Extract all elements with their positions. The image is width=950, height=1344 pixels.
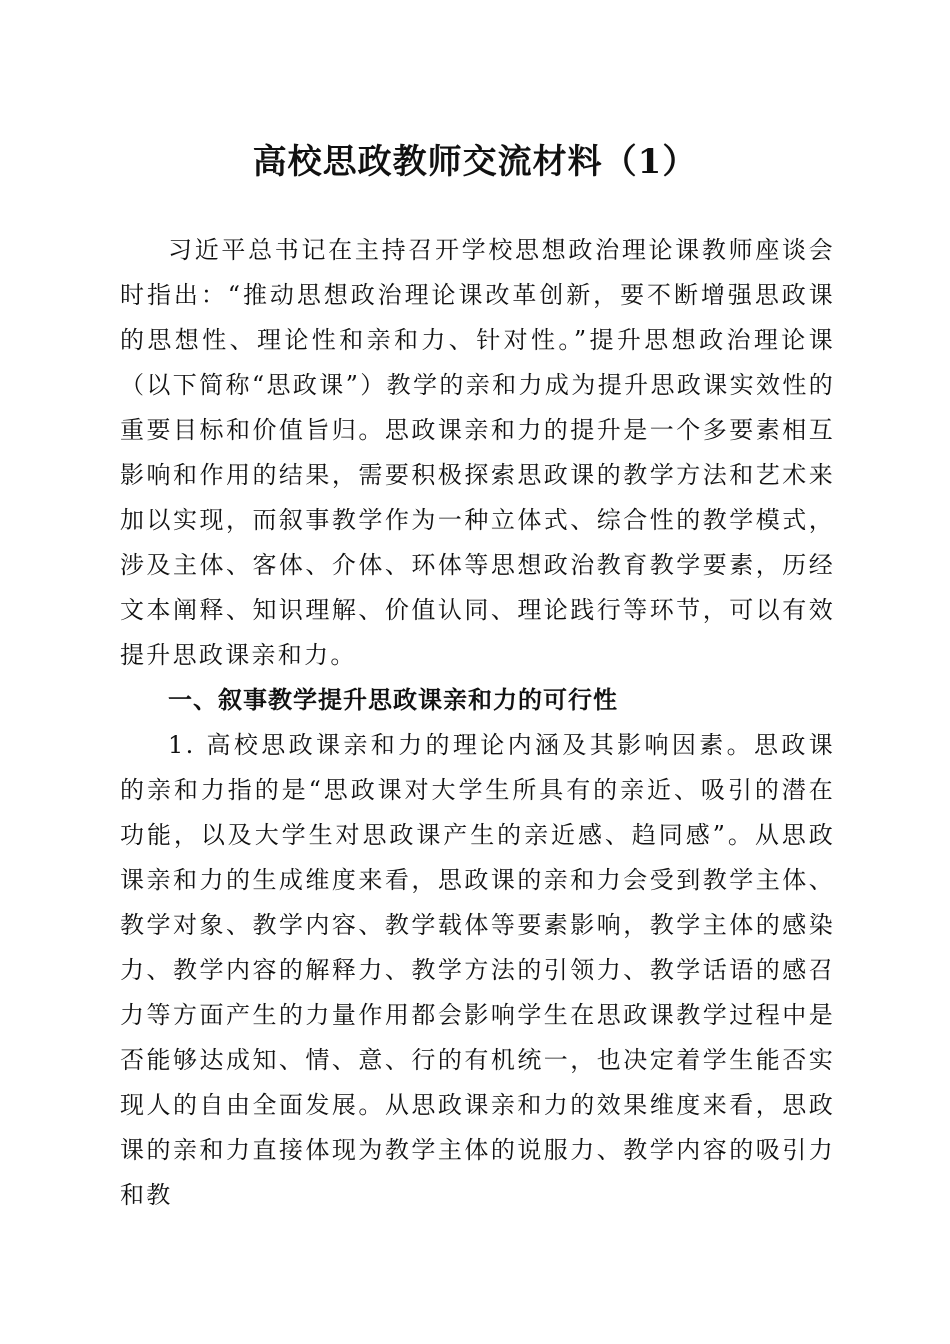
section-heading: 一、叙事教学提升思政课亲和力的可行性 [168, 686, 618, 714]
intro-paragraph: 习近平总书记在主持召开学校思想政治理论课教师座谈会时指出：“推动思想政治理论课改革创新，要不断增强思政课的思想性、理论性和亲和力、针对性。”提升思想政治理论课（以下简称“思政课”）教学的亲和力成为提升思政课实效性的重要目标和价值旨归。思政课亲和力的提升是一个多要素相互影响和作用的结果，需要积极探索思政课的教学方法和艺术来加以实现，而叙事教学作为一种立体式、综合性的教学模式，涉及主体、客体、介体、环体等思想政治教育教学要素，历经文本阐释、知识理解、价值认同、理论践行等环节，可以有效提升思政课亲和力。 [120, 236, 835, 669]
body-paragraph: 1. 高校思政课亲和力的理论内涵及其影响因素。思政课的亲和力指的是“思政课对大学生所具有的亲近、吸引的潜在功能，以及大学生对思政课产生的亲近感、趋同感”。从思政课亲和力的生成维度来看，思政课的亲和力会受到教学主体、教学对象、教学内容、教学载体等要素影响，教学主体的感染力、教学内容的解释力、教学方法的引领力、教学话语的感召力等方面产生的力量作用都会影响学生在思政课教学过程中是否能够达成知、情、意、行的有机统一，也决定着学生能否实现人的自由全面发展。从思政课亲和力的效果维度来看，思政课的亲和力直接体现为教学主体的说服力、教学内容的吸引力和教 [120, 731, 835, 1209]
document-body [120, 228, 835, 1218]
document-title: 高校思政教师交流材料（1） [252, 142, 698, 182]
